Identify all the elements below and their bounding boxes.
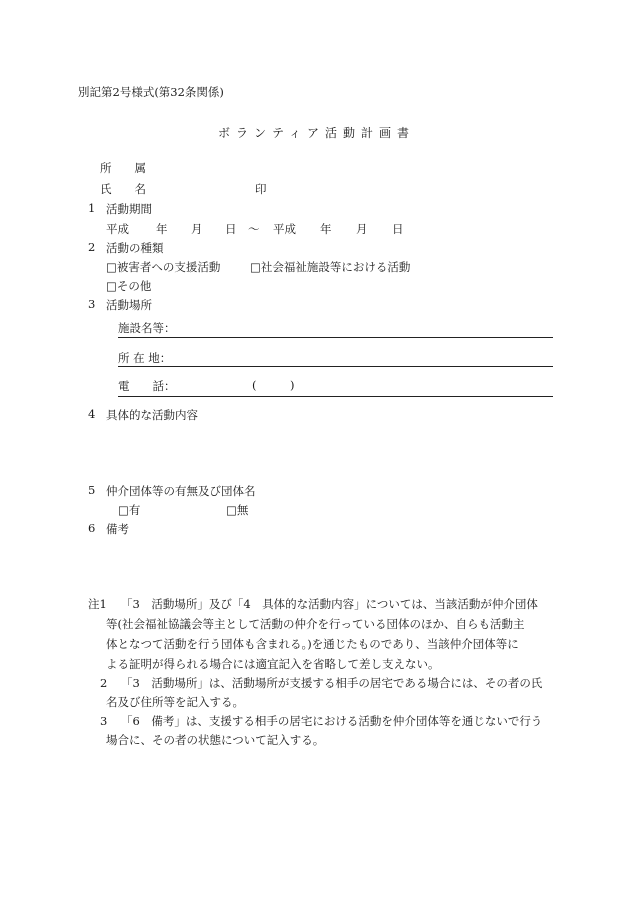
section-4-label: 具体的な活動内容 bbox=[106, 408, 198, 422]
section-6-number: 6 bbox=[88, 521, 96, 535]
affiliation-label: 所 属 bbox=[100, 161, 146, 175]
phone-label: 電 話： bbox=[118, 379, 176, 393]
note-3-prefix: 3 bbox=[100, 714, 108, 728]
section-1-label: 活動期間 bbox=[106, 202, 152, 216]
period-era-end: 平成 bbox=[273, 222, 296, 236]
seal-mark: 印 bbox=[255, 182, 267, 196]
activity-type-other[interactable]: □その他 bbox=[106, 279, 152, 293]
section-3-number: 3 bbox=[88, 297, 96, 311]
document-title: ボランティア活動計画書 bbox=[218, 126, 416, 140]
note-2-line-1: 「3 活動場所」は、活動場所が支援する相手の居宅である場合には、その者の氏 bbox=[121, 676, 543, 690]
section-6-label: 備考 bbox=[106, 522, 129, 536]
period-month-end: 月 bbox=[356, 222, 368, 236]
period-day-start: 日 bbox=[225, 222, 237, 236]
note-1-line-2: 等(社会福祉協議会等主として活動の仲介を行っている団体のほか、自らも活動主 bbox=[106, 617, 525, 631]
facility-name-field-line[interactable] bbox=[118, 337, 553, 338]
note-1-line-3: 体となつて活動を行う団体も含まれる。)を通じたものであり、当該仲介団体等に bbox=[106, 637, 519, 651]
period-month-start: 月 bbox=[191, 222, 203, 236]
note-1-line-1: 「3 活動場所」及び「4 具体的な活動内容」については、当該活動が仲介団体 bbox=[121, 597, 538, 611]
name-label: 氏 名 bbox=[100, 182, 146, 196]
note-2-prefix: 2 bbox=[100, 676, 108, 690]
note-3-line-2: 場合に、その者の状態について記入する。 bbox=[106, 733, 325, 747]
period-day-end: 日 bbox=[392, 222, 404, 236]
section-2-label: 活動の種類 bbox=[106, 241, 164, 255]
section-1-number: 1 bbox=[88, 201, 96, 215]
address-field-line[interactable] bbox=[118, 366, 553, 367]
facility-name-label: 施設名等： bbox=[118, 321, 176, 335]
period-era-start: 平成 bbox=[106, 222, 129, 236]
activity-type-welfare-facility[interactable]: □社会福祉施設等における活動 bbox=[250, 260, 411, 274]
section-5-label: 仲介団体等の有無及び団体名 bbox=[106, 484, 256, 498]
period-year-start: 年 bbox=[156, 222, 168, 236]
phone-paren-open: ( bbox=[252, 378, 257, 392]
activity-type-victim-support[interactable]: □被害者への支援活動 bbox=[106, 260, 221, 274]
note-1-prefix: 注1 bbox=[88, 597, 107, 611]
address-label: 所 在 地： bbox=[118, 351, 172, 365]
note-2-line-2: 名及び住所等を記入する。 bbox=[106, 695, 244, 709]
phone-field-line[interactable] bbox=[118, 396, 553, 397]
phone-paren-close: ) bbox=[290, 378, 295, 392]
note-1-line-4: よる証明が得られる場合には適宜記入を省略して差し支えない。 bbox=[106, 657, 440, 671]
org-yes-checkbox[interactable]: □有 bbox=[118, 503, 141, 517]
section-4-number: 4 bbox=[88, 407, 96, 421]
org-no-checkbox[interactable]: □無 bbox=[226, 503, 249, 517]
section-3-label: 活動場所 bbox=[106, 298, 152, 312]
form-reference: 別記第2号様式(第32条関係) bbox=[78, 85, 224, 99]
section-5-number: 5 bbox=[88, 483, 96, 497]
note-3-line-1: 「6 備考」は、支援する相手の居宅における活動を仲介団体等を通じないで行う bbox=[121, 714, 543, 728]
period-tilde: ～ bbox=[248, 222, 260, 236]
section-2-number: 2 bbox=[88, 240, 96, 254]
period-year-end: 年 bbox=[320, 222, 332, 236]
